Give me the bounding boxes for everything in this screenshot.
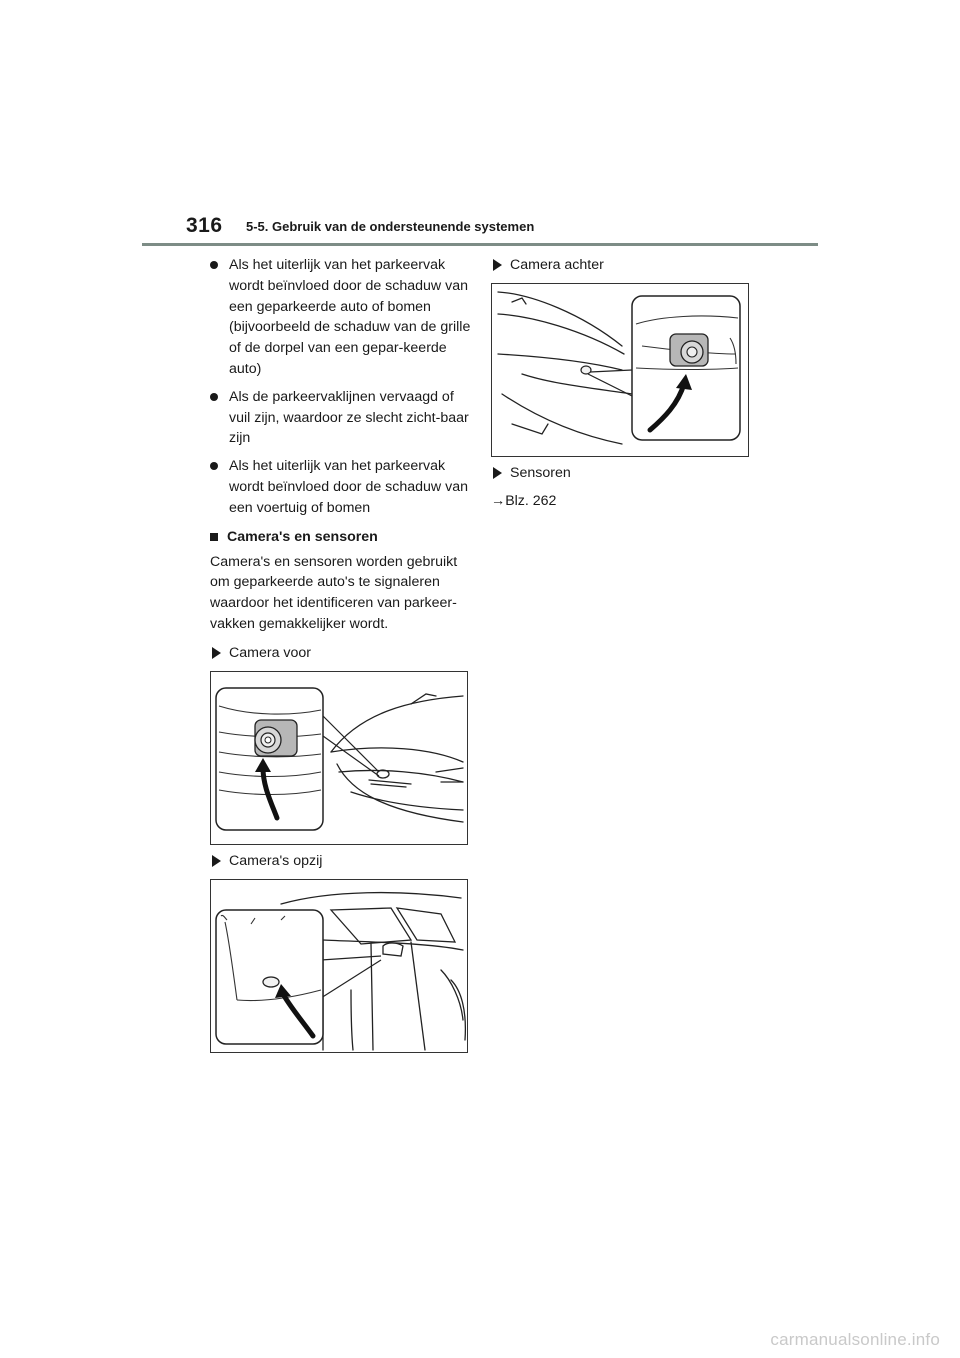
bullet-item	[210, 255, 472, 380]
bullet-dot-icon	[210, 393, 218, 401]
caption-text: Camera achter	[510, 257, 604, 273]
page-number: 316	[186, 214, 223, 237]
section-title: 5-5. Gebruik van de ondersteunende systemen	[246, 219, 535, 234]
triangle-arrow-icon	[493, 259, 502, 271]
body-paragraph: Camera's en sensoren worden gebruikt om geparkeerde auto's te signaleren waardoor het identificeren van parkeer-vakken gemakkelijker wordt.	[210, 553, 458, 632]
bullet-item	[210, 456, 472, 518]
bullet-text: Als het uiterlijk van het parkeervak wordt beïnvloed door de schaduw van een voertuig of bomen	[229, 458, 468, 516]
left-column	[210, 255, 472, 1057]
caption-text: Camera voor	[229, 644, 312, 661]
triangle-arrow-icon	[212, 647, 221, 659]
subheading-cameras-sensors	[210, 527, 472, 547]
caption-front-camera	[210, 643, 472, 663]
subheading-text: Camera's en sensoren	[227, 528, 378, 545]
triangle-arrow-icon	[493, 467, 502, 479]
page-reference-link[interactable]: →Blz. 262	[491, 493, 557, 509]
watermark: carmanualsonline.info	[770, 1330, 940, 1349]
right-column	[491, 255, 753, 511]
figure-front-camera	[210, 671, 468, 845]
figure-rear-camera	[491, 283, 749, 457]
bullet-text: Als de parkeervaklijnen vervaagd of vuil zijn, waardoor ze slecht zicht-baar zijn	[229, 388, 469, 447]
front-camera-illustration	[211, 672, 467, 844]
caption-sensors	[491, 463, 753, 483]
caption-text: Camera's opzij	[229, 852, 323, 869]
caption-text: Sensoren	[510, 465, 571, 481]
side-camera-illustration	[211, 880, 467, 1052]
header-rule	[142, 243, 818, 246]
figure-side-camera	[210, 879, 468, 1053]
square-bullet-icon	[210, 533, 218, 541]
triangle-arrow-icon	[212, 855, 221, 867]
bullet-dot-icon	[210, 261, 218, 269]
caption-side-camera	[210, 851, 472, 871]
bullet-text: Als het uiterlijk van het parkeervak wordt beïnvloed door de schaduw van een geparkeerde auto of bomen (bijvoorbeeld de schaduw van de grille of de dorpel van een gepar-keerde auto)	[229, 257, 471, 377]
bullet-dot-icon	[210, 462, 218, 470]
caption-rear-camera	[491, 255, 753, 275]
rear-camera-illustration	[492, 284, 748, 456]
bullet-item	[210, 387, 472, 449]
